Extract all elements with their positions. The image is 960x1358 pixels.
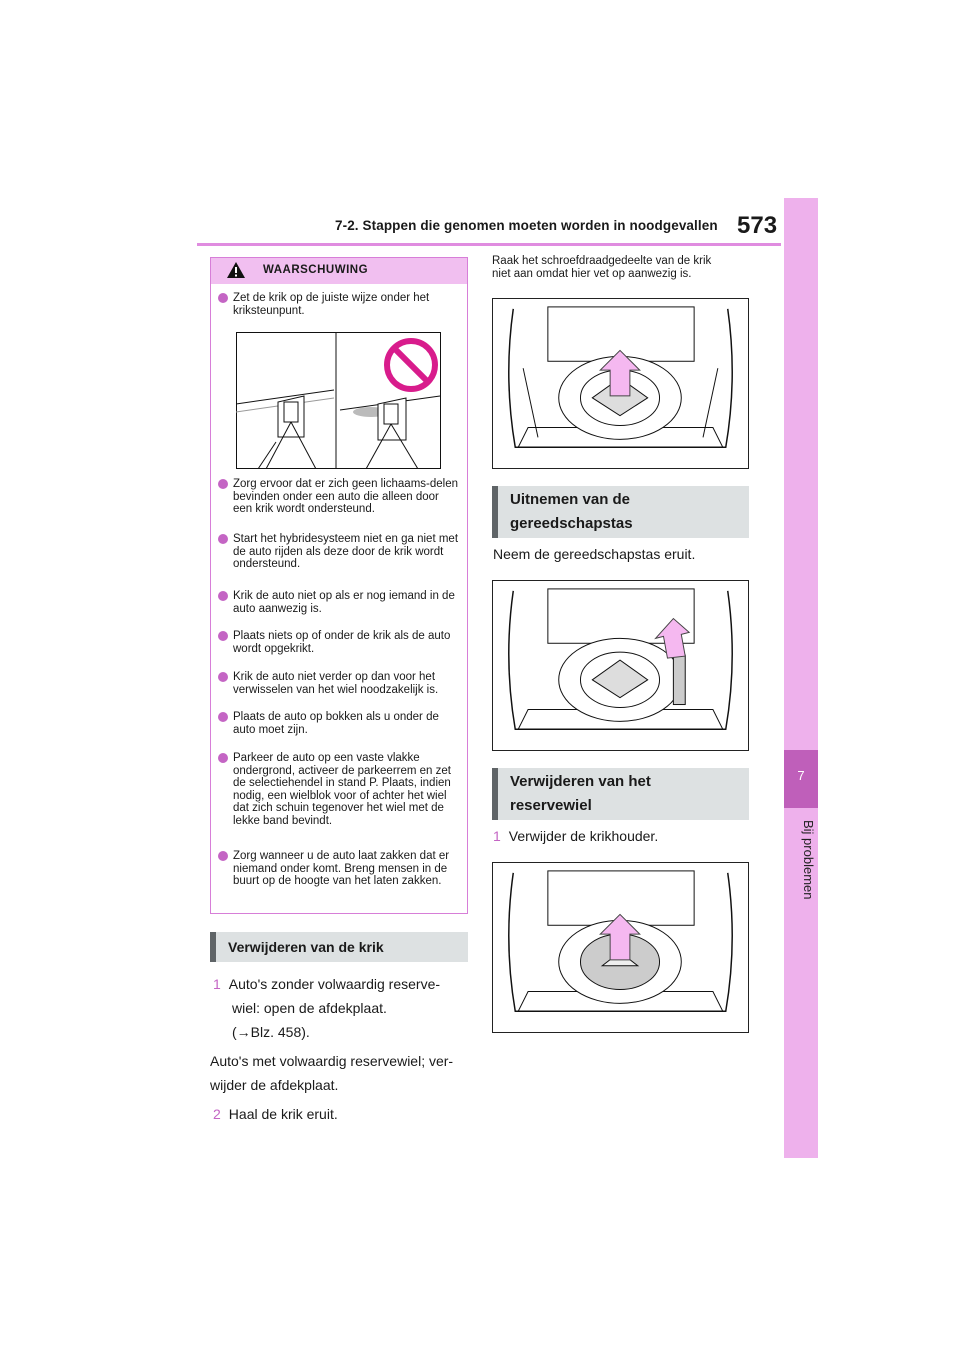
paragraph-line-2: wijder de afdekplaat. [210, 1077, 339, 1093]
bullet-dot [218, 293, 228, 303]
bullet-dot [218, 672, 228, 682]
jack-position-illustration [236, 332, 441, 469]
page-reference-link[interactable]: (→Blz. 458). [232, 1024, 310, 1040]
bullet-dot [218, 753, 228, 763]
warning-bullet: Zorg ervoor dat er zich geen lichaams-delen bevinden onder een auto die alleen door een krik wordt ondersteund. [218, 478, 458, 516]
warning-triangle-icon [226, 261, 246, 279]
warning-title: WAARSCHUWING [263, 264, 369, 276]
trunk-illustration-spare-wheel [492, 862, 749, 1033]
warning-bullet: Plaats niets op of onder de krik als de auto wordt opgekrikt. [218, 630, 458, 655]
warning-bullet: Plaats de auto op bokken als u onder de auto moet zijn. [218, 711, 458, 736]
chapter-number: 7 [797, 768, 805, 783]
section-header-spare-wheel: Verwijderen van het reservewiel [492, 768, 749, 820]
bullet-dot [218, 712, 228, 722]
jack-note: Raak het schroefdraadgedeelte van de krik niet aan omdat hier vet op aanwezig is. [492, 255, 712, 280]
bullet-dot [218, 479, 228, 489]
header-rule [197, 243, 781, 246]
warning-bullet: Zorg wanneer u de auto laat zakken dat er niemand onder komt. Breng mensen in de buurt op de hoogte van het laten zakken. [218, 850, 458, 888]
chapter-label: Bij problemen [801, 820, 816, 900]
bullet-dot [218, 851, 228, 861]
bullet-dot [218, 591, 228, 601]
running-header: 7-2. Stappen die genomen moeten worden in noodgevallen [335, 218, 718, 233]
tool-bag-instruction: Neem de gereedschapstas eruit. [493, 546, 696, 562]
warning-bullet: Parkeer de auto op een vaste vlakke ondergrond, activeer de parkeerrem en zet de selectiehendel in stand P. Plaats, indien nodig, een wielblok voor of achter het wiel dat zich schuin tegenover het wiel met de lekke band bevindt. [218, 752, 458, 827]
step-2: 2 Haal de krik eruit. [213, 1106, 338, 1122]
warning-bullet: Start het hybridesysteem niet en ga niet met de auto rijden als deze door de krik wordt ondersteund. [218, 533, 458, 571]
spare-wheel-step-1: 1 Verwijder de krikhouder. [493, 828, 659, 844]
chapter-side-tab [784, 198, 818, 1158]
warning-bullet: Krik de auto niet verder op dan voor het verwisselen van het wiel noodzakelijk is. [218, 671, 458, 696]
step-1-line-1: 1 Auto's zonder volwaardig reserve- [213, 976, 441, 992]
bullet-dot [218, 631, 228, 641]
page-number: 573 [737, 212, 778, 239]
warning-bullet: Krik de auto niet op als er nog iemand in de auto aanwezig is. [218, 590, 458, 615]
trunk-illustration-tool-bag [492, 580, 749, 751]
step-1-line-2: wiel: open de afdekplaat. [232, 1000, 387, 1016]
bullet-dot [218, 534, 228, 544]
section-header-tool-bag: Uitnemen van de gereedschapstas [492, 486, 749, 538]
trunk-illustration-jack [492, 298, 749, 469]
paragraph-line-1: Auto's met volwaardig reservewiel; ver- [210, 1053, 454, 1069]
warning-bullet: Zet de krik op de juiste wijze onder het kriksteunpunt. [218, 292, 458, 317]
section-header-remove-jack: Verwijderen van de krik [210, 932, 468, 962]
